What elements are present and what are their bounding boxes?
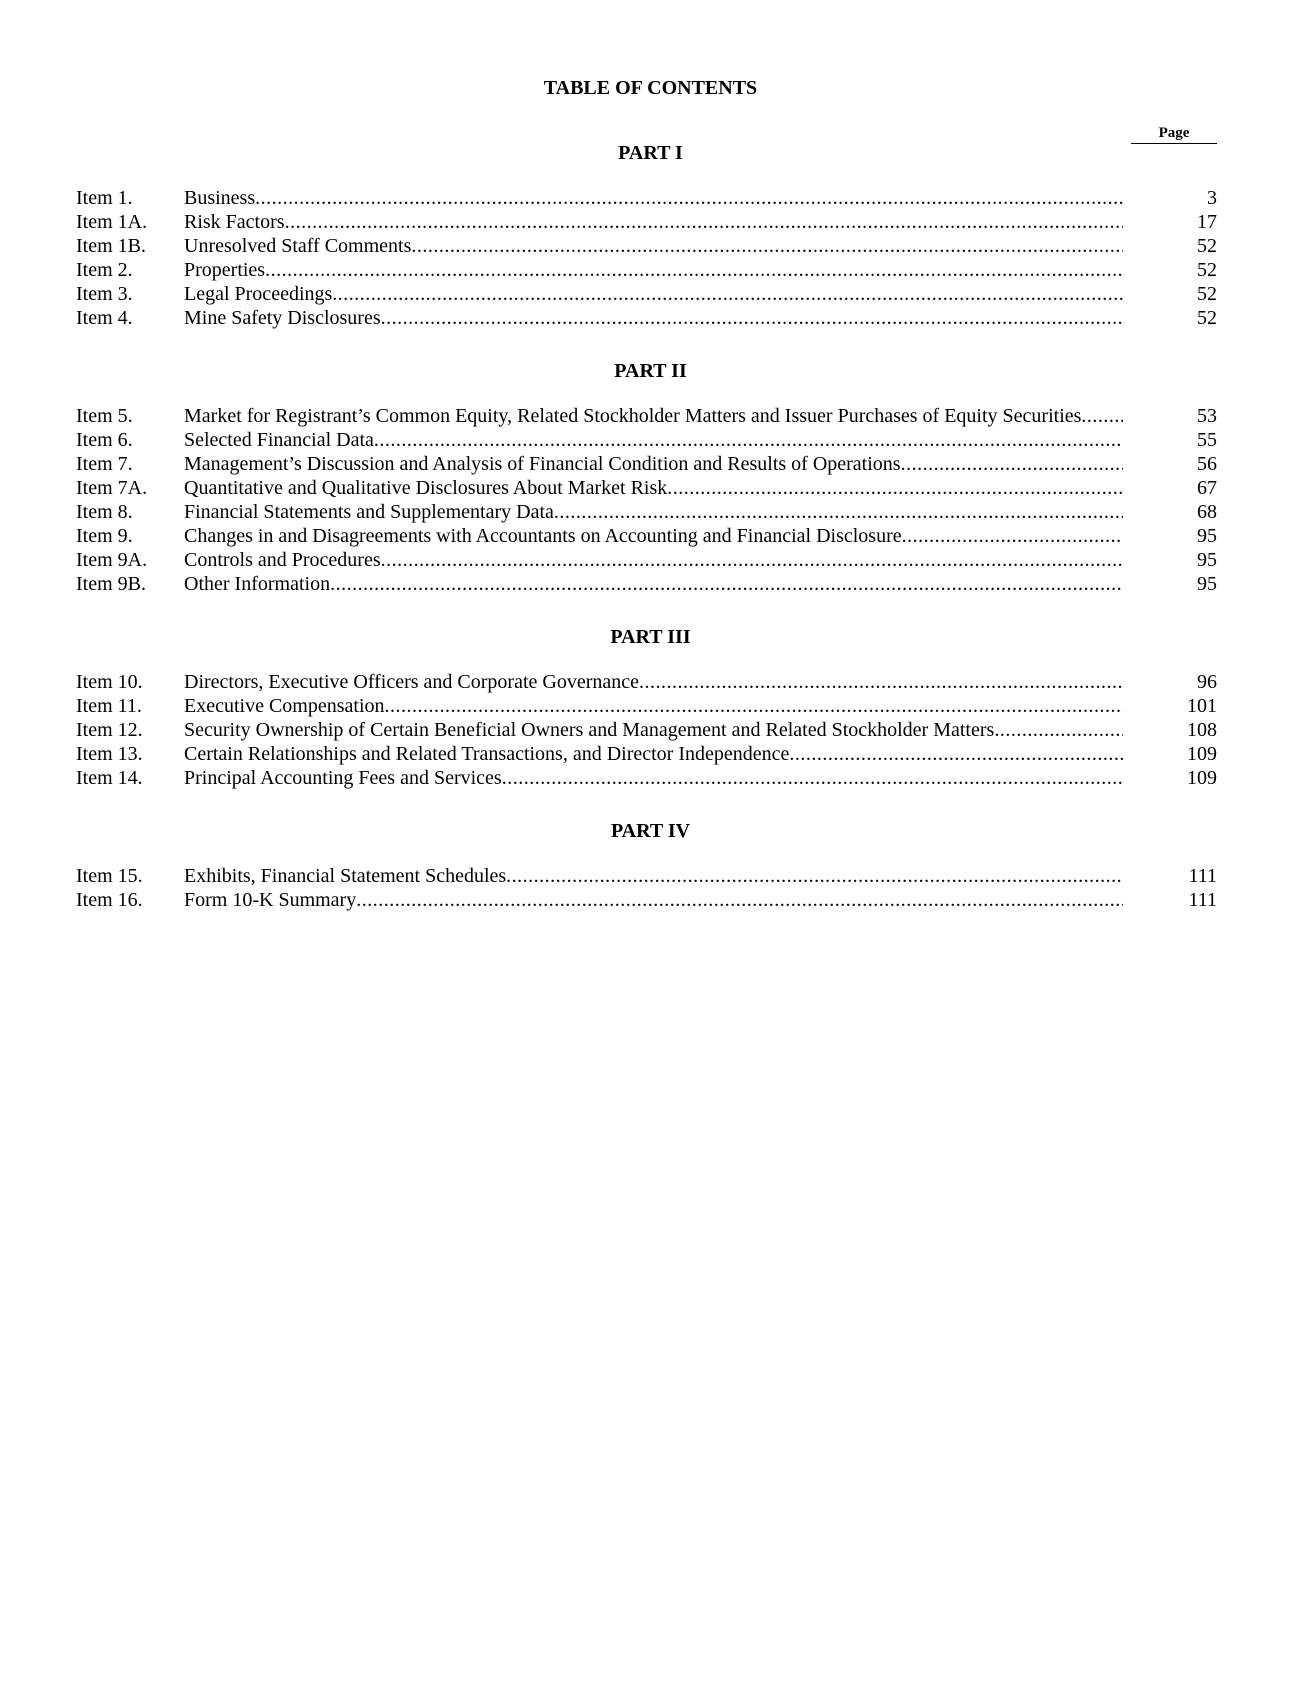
item-title: Legal Proceedings	[184, 283, 333, 305]
item-number: Item 4.	[76, 307, 133, 329]
item-number: Item 1B.	[76, 235, 146, 257]
item-title: Mine Safety Disclosures	[184, 307, 381, 329]
item-title-leader	[184, 888, 1123, 912]
item-page-number: 52	[1197, 235, 1217, 257]
item-number: Item 13.	[76, 743, 143, 765]
item-page-number: 95	[1197, 525, 1217, 547]
toc-row[interactable]	[76, 500, 1217, 524]
item-title: Risk Factors	[184, 211, 285, 233]
item-title: Exhibits, Financial Statement Schedules	[184, 865, 507, 887]
item-title: Selected Financial Data	[184, 429, 374, 451]
toc-row[interactable]	[76, 210, 1217, 234]
item-page-number: 109	[1187, 743, 1217, 765]
page-title: TABLE OF CONTENTS	[543, 77, 758, 99]
item-title: Financial Statements and Supplementary Data	[184, 501, 554, 523]
item-title: Certain Relationships and Related Transactions, and Director Independence	[184, 743, 790, 765]
toc-row[interactable]	[76, 572, 1217, 596]
toc-row[interactable]	[76, 234, 1217, 258]
toc-row[interactable]	[76, 428, 1217, 452]
toc-row[interactable]	[76, 694, 1217, 718]
item-title-leader	[184, 864, 1123, 888]
item-title-leader	[184, 670, 1123, 694]
item-number: Item 2.	[76, 259, 133, 281]
item-number: Item 14.	[76, 767, 143, 789]
item-page-number: 101	[1187, 695, 1217, 717]
item-page-number: 55	[1197, 429, 1217, 451]
item-title: Management’s Discussion and Analysis of Financial Condition and Results of Operations	[184, 453, 901, 475]
item-page-number: 68	[1197, 501, 1217, 523]
item-title: Changes in and Disagreements with Accountants on Accounting and Financial Disclosure	[184, 525, 902, 547]
item-number: Item 6.	[76, 429, 133, 451]
item-title-leader	[184, 476, 1123, 500]
item-page-number: 53	[1197, 405, 1217, 427]
toc-row[interactable]	[76, 548, 1217, 572]
part-heading: PART III	[610, 626, 691, 648]
item-title-leader	[184, 572, 1123, 596]
toc-row[interactable]	[76, 524, 1217, 548]
toc-row[interactable]	[76, 404, 1217, 428]
item-number: Item 7A.	[76, 477, 148, 499]
item-number: Item 9B.	[76, 573, 146, 595]
item-number: Item 7.	[76, 453, 133, 475]
item-title-leader	[184, 452, 1123, 476]
item-page-number: 52	[1197, 259, 1217, 281]
item-title-leader	[184, 718, 1123, 742]
item-title: Security Ownership of Certain Beneficial Owners and Management and Related Stockholder Matters	[184, 719, 995, 741]
item-number: Item 10.	[76, 671, 143, 693]
item-page-number: 111	[1188, 889, 1217, 911]
item-page-number: 52	[1197, 307, 1217, 329]
item-page-number: 95	[1197, 573, 1217, 595]
item-title: Controls and Procedures	[184, 549, 381, 571]
toc-row[interactable]	[76, 766, 1217, 790]
item-number: Item 12.	[76, 719, 143, 741]
item-title-leader	[184, 234, 1123, 258]
item-title: Executive Compensation	[184, 695, 385, 717]
item-title-leader	[184, 548, 1123, 572]
item-title: Quantitative and Qualitative Disclosures About Market Risk	[184, 477, 668, 499]
item-title-leader	[184, 186, 1123, 210]
item-page-number: 109	[1187, 767, 1217, 789]
item-title-leader	[184, 210, 1123, 234]
item-title-leader	[184, 694, 1123, 718]
item-number: Item 15.	[76, 865, 143, 887]
toc-row[interactable]	[76, 888, 1217, 912]
item-page-number: 95	[1197, 549, 1217, 571]
item-number: Item 9A.	[76, 549, 148, 571]
item-title: Form 10-K Summary	[184, 889, 357, 911]
toc-row[interactable]	[76, 718, 1217, 742]
item-title-leader	[184, 524, 1123, 548]
part-heading: PART I	[618, 142, 683, 164]
item-title-leader	[184, 742, 1123, 766]
part-heading: PART IV	[610, 820, 691, 842]
item-page-number: 56	[1197, 453, 1217, 475]
item-title: Directors, Executive Officers and Corporate Governance	[184, 671, 639, 693]
item-page-number: 96	[1197, 671, 1217, 693]
item-number: Item 16.	[76, 889, 143, 911]
item-title: Properties	[184, 259, 266, 281]
item-page-number: 17	[1197, 211, 1217, 233]
item-number: Item 9.	[76, 525, 133, 547]
item-title: Market for Registrant’s Common Equity, Related Stockholder Matters and Issuer Purchases of Equity Securities	[184, 405, 1082, 427]
item-number: Item 5.	[76, 405, 133, 427]
item-page-number: 108	[1187, 719, 1217, 741]
item-title-leader	[184, 306, 1123, 330]
item-number: Item 11.	[76, 695, 142, 717]
item-title: Principal Accounting Fees and Services	[184, 767, 502, 789]
item-title-leader	[184, 500, 1123, 524]
item-title-leader	[184, 258, 1123, 282]
item-title-leader	[184, 428, 1123, 452]
toc-row[interactable]	[76, 306, 1217, 330]
item-title: Other Information	[184, 573, 331, 595]
item-title: Business	[184, 187, 256, 209]
item-page-number: 52	[1197, 283, 1217, 305]
item-page-number: 3	[1207, 187, 1217, 209]
toc-row[interactable]	[76, 864, 1217, 888]
toc-row[interactable]	[76, 186, 1217, 210]
item-page-number: 67	[1197, 477, 1217, 499]
toc-row[interactable]	[76, 670, 1217, 694]
item-title: Unresolved Staff Comments	[184, 235, 412, 257]
item-number: Item 1A.	[76, 211, 148, 233]
page-column-header: Page	[1131, 124, 1217, 144]
item-title-leader	[184, 766, 1123, 790]
item-title-leader	[184, 404, 1123, 428]
toc-row[interactable]	[76, 476, 1217, 500]
item-number: Item 1.	[76, 187, 133, 209]
item-title-leader	[184, 282, 1123, 306]
item-number: Item 3.	[76, 283, 133, 305]
item-page-number: 111	[1188, 865, 1217, 887]
toc-row[interactable]	[76, 452, 1217, 476]
part-heading: PART II	[614, 360, 687, 382]
toc-row[interactable]	[76, 282, 1217, 306]
toc-row[interactable]	[76, 258, 1217, 282]
toc-row[interactable]	[76, 742, 1217, 766]
item-number: Item 8.	[76, 501, 133, 523]
